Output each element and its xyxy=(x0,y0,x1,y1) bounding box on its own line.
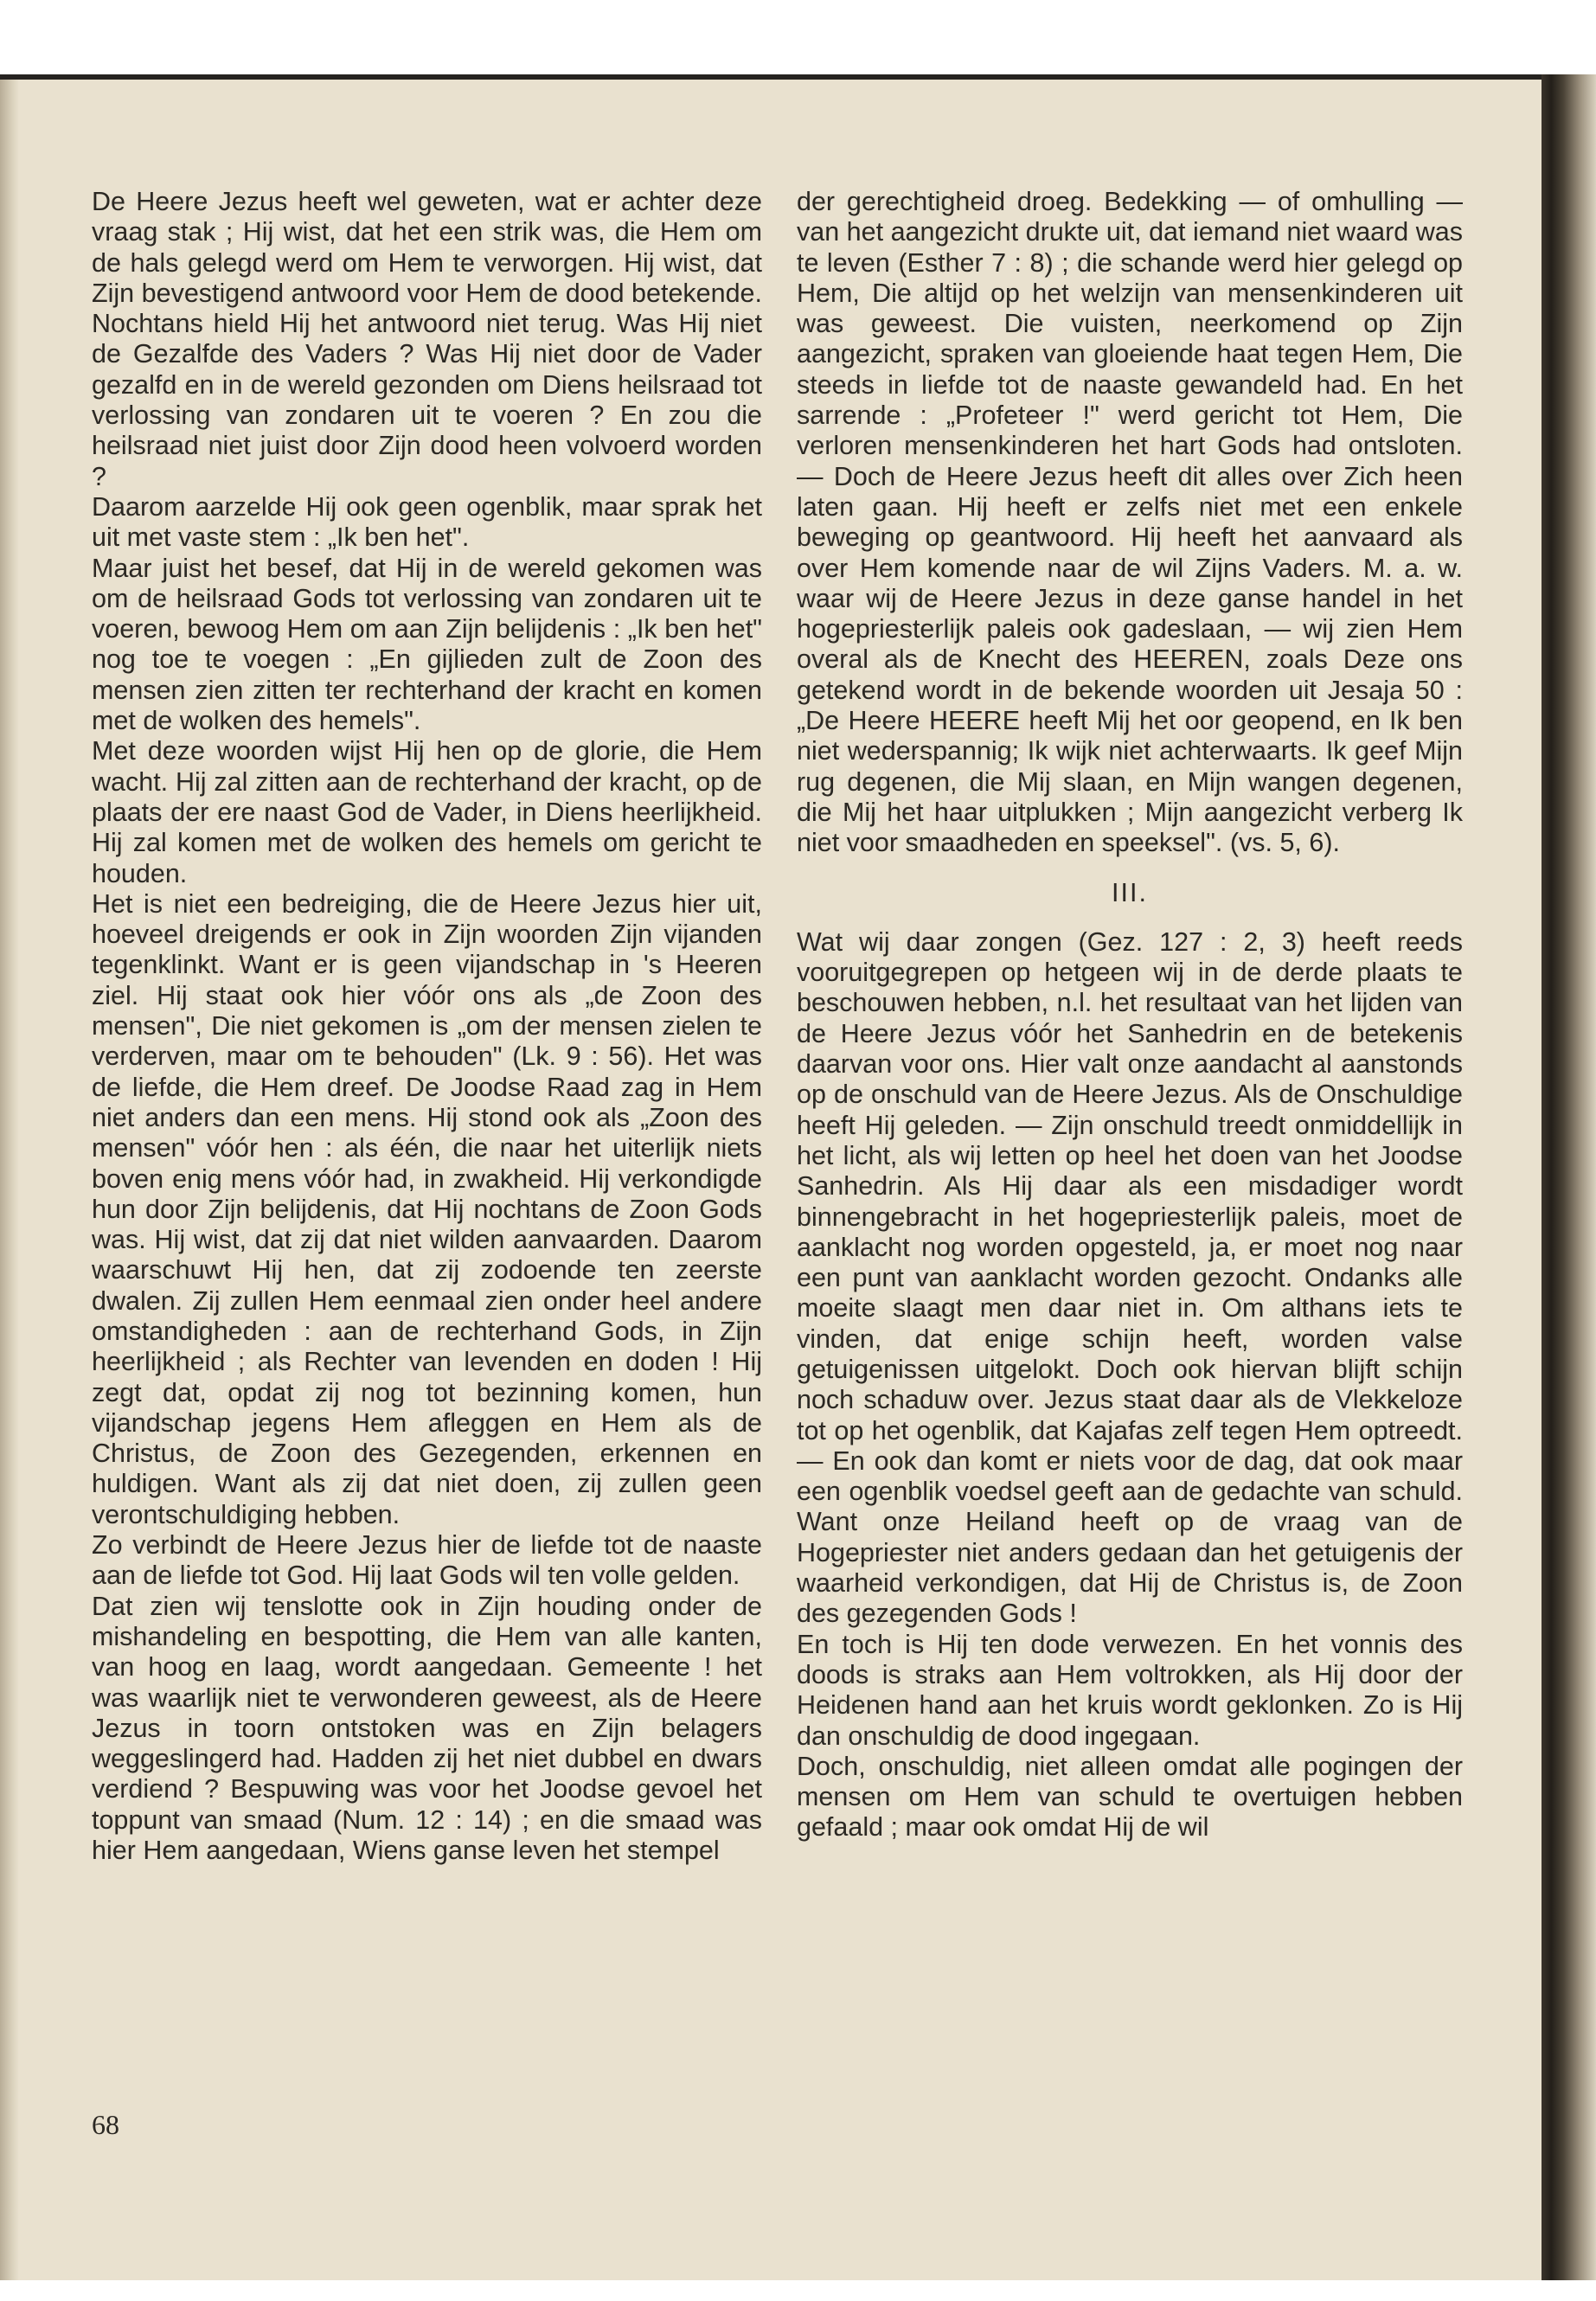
page-number: 68 xyxy=(92,2109,119,2140)
page-left-edge xyxy=(0,80,19,2280)
right-text-column xyxy=(797,187,1463,1843)
left-paragraph-1: De Heere Jezus heeft wel geweten, wat er achter deze vraag stak ; Hij wist, dat het een strik was, die Hem om de hals gelegd werd om Hem te verworgen. Hij wist, dat Zijn bevestigend antwoord voor Hem de dood betekende. Nochtans hield Hij het antwoord niet terug. Was Hij niet de Gezalfde des Vaders ? Was Hij niet door de Vader gezalfd en in de wereld gezonden om Diens heilsraad tot verlossing van zondaren uit te voeren ? En zou die heilsraad niet juist door Zijn dood heen volvoerd worden ? xyxy=(92,187,762,491)
left-paragraph-7: Dat zien wij tenslotte ook in Zijn houding onder de mishandeling en bespotting, die Hem van alle kanten, van hoog en laag, wordt aangedaan. Gemeente ! het was waarlijk niet te verwonderen geweest, als de Heere Jezus in toorn ontstoken was en Zijn belagers weggeslingerd had. Hadden zij het niet dubbel en dwars verdiend ? Bespuwing was voor het Joodse gevoel het toppunt van smaad (Num. 12 : 14) ; en die smaad was hier Hem aangedaan, Wiens ganse leven het stempel xyxy=(92,1591,762,1866)
left-paragraph-6: Zo verbindt de Heere Jezus hier de liefde tot de naaste aan de liefde tot God. Hij laat Gods wil ten volle gelden. xyxy=(92,1530,762,1591)
left-paragraph-2: Daarom aarzelde Hij ook geen ogenblik, maar sprak het uit met vaste stem : „Ik ben het". xyxy=(92,491,762,553)
book-page xyxy=(0,74,1542,2280)
right-paragraph-4: Doch, onschuldig, niet alleen omdat alle pogingen der mensen om Hem van schuld te overtuigen hebben gefaald ; maar ook omdat Hij de wil xyxy=(797,1751,1463,1843)
left-paragraph-4: Met deze woorden wijst Hij hen op de glorie, die Hem wacht. Hij zal zitten aan de rechterhand der kracht, op de plaats der ere naast God de Vader, in Diens heerlijkheid. Hij zal komen met de wolken des hemels om gericht te houden. xyxy=(92,736,762,888)
left-paragraph-3: Maar juist het besef, dat Hij in de wereld gekomen was om de heilsraad Gods tot verlossing van zondaren uit te voeren, bewoog Hem om aan Zijn belijdenis : „Ik ben het" nog toe te voegen : „En gijlieden zult de Zoon des mensen zien zitten ter rechterhand der kracht en komen met de wolken des hemels". xyxy=(92,553,762,736)
left-paragraph-5: Het is niet een bedreiging, die de Heere Jezus hier uit, hoeveel dreigends er ook in Zijn woorden Zijn vijanden tegenklinkt. Want er is geen vijandschap in 's Heeren ziel. Hij staat ook hier vóór ons als „de Zoon des mensen", Die niet gekomen is „om der mensen zielen te verderven, maar om te behouden" (Lk. 9 : 56). Het was de liefde, die Hem dreef. De Joodse Raad zag in Hem niet anders dan een mens. Hij stond ook als „Zoon des mensen" vóór hen : als één, die naar het uiterlijk niets boven enig mens vóór had, in zwakheid. Hij verkondigde hun door Zijn belijdenis, dat Hij nochtans de Zoon Gods was. Hij wist, dat zij dat niet wilden aanvaarden. Daarom waarschuwt Hij hen, dat zij zodoende ten zeerste dwalen. Zij zullen Hem eenmaal zien onder heel andere omstandigheden : aan de rechterhand Gods, in Zijn heerlijkheid ; als Rechter van levenden en doden ! Hij zegt dat, opdat zij nog tot bezinning komen, hun vijandschap jegens Hem afleggen en Hem als de Christus, de Zoon des Gezegenden, erkennen en huldigen. Want als zij dat niet doen, zij zullen geen verontschuldiging hebben. xyxy=(92,888,762,1529)
right-paragraph-3: En toch is Hij ten dode verwezen. En het vonnis des doods is straks aan Hem voltrokken, als Hij door der Heidenen hand aan het kruis wordt geklonken. Zo is Hij dan onschuldig de dood ingegaan. xyxy=(797,1629,1463,1751)
section-heading: III. xyxy=(1112,877,1148,907)
right-paragraph-1: der gerechtigheid droeg. Bedekking — of omhulling — van het aangezicht drukte uit, dat iemand niet waard was te leven (Esther 7 : 8) ; die schande werd hier gelegd op Hem, Die altijd op het welzijn van mensenkinderen uit was geweest. Die vuisten, neerkomend op Zijn aangezicht, spraken van gloeiende haat tegen Hem, Die steeds in liefde tot de naaste gewandeld had. En het sarrende : „Profeteer !" werd gericht tot Hem, Die verloren mensenkinderen het hart Gods had ontsloten. — Doch de Heere Jezus heeft dit alles over Zich heen laten gaan. Hij heeft er zelfs niet met een enkele beweging op geantwoord. Hij heeft het aanvaard als over Hem komende naar de wil Zijns Vaders. M. a. w. waar wij de Heere Jezus in deze ganse handel in het hogepriesterlijk paleis ook gadeslaan, — wij zien Hem overal als de Knecht des HEEREN, zoals Deze ons getekend wordt in de bekende woorden uit Jesaja 50 : „De Heere HEERE heeft Mij het oor geopend, en Ik ben niet wederspannig; Ik wijk niet achterwaarts. Ik geef Mijn rug degenen, die Mij slaan, en Mijn wangen degenen, die Mij het haar uitplukken ; Mijn aangezicht verberg Ik niet voor smaadheden en speeksel". (vs. 5, 6). xyxy=(797,187,1463,858)
scan-top-margin xyxy=(0,0,1596,74)
left-text-column xyxy=(92,187,762,1866)
right-paragraph-2: Wat wij daar zongen (Gez. 127 : 2, 3) heeft reeds vooruitgegrepen op hetgeen wij in de derde plaats te beschouwen hebben, n.l. het resultaat van het lijden van de Heere Jezus vóór het Sanhedrin en de betekenis daarvan voor ons. Hier valt onze aandacht al aanstonds op de onschuld van de Heere Jezus. Als de Onschuldige heeft Hij geleden. — Zijn onschuld treedt onmiddellijk in het licht, als wij letten op heel het doen van het Joodse Sanhedrin. Als Hij daar als een misdadiger wordt binnengebracht in het hogepriesterlijk paleis, moet de aanklacht nog worden opgesteld, ja, er moet nog naar een punt van aanklacht worden gezocht. Ondanks alle moeite slaagt men daar niet in. Om althans iets te vinden, dat enige schijn heeft, worden valse getuigenissen uitgelokt. Doch ook hiervan blijft schijn noch schaduw over. Jezus staat daar als de Vlekkeloze tot op het ogenblik, dat Kajafas zelf tegen Hem optreedt. — En ook dan komt er niets voor de dag, dat ook maar een ogenblik voedsel geeft aan de gedachte van schuld. Want onze Heiland heeft op de vraag van de Hogepriester niet anders gedaan dan het getuigenis der waarheid verkondigen, dat Hij de Christus is, de Zoon des gezegenden Gods ! xyxy=(797,926,1463,1629)
book-spine-shadow xyxy=(1542,74,1596,2280)
